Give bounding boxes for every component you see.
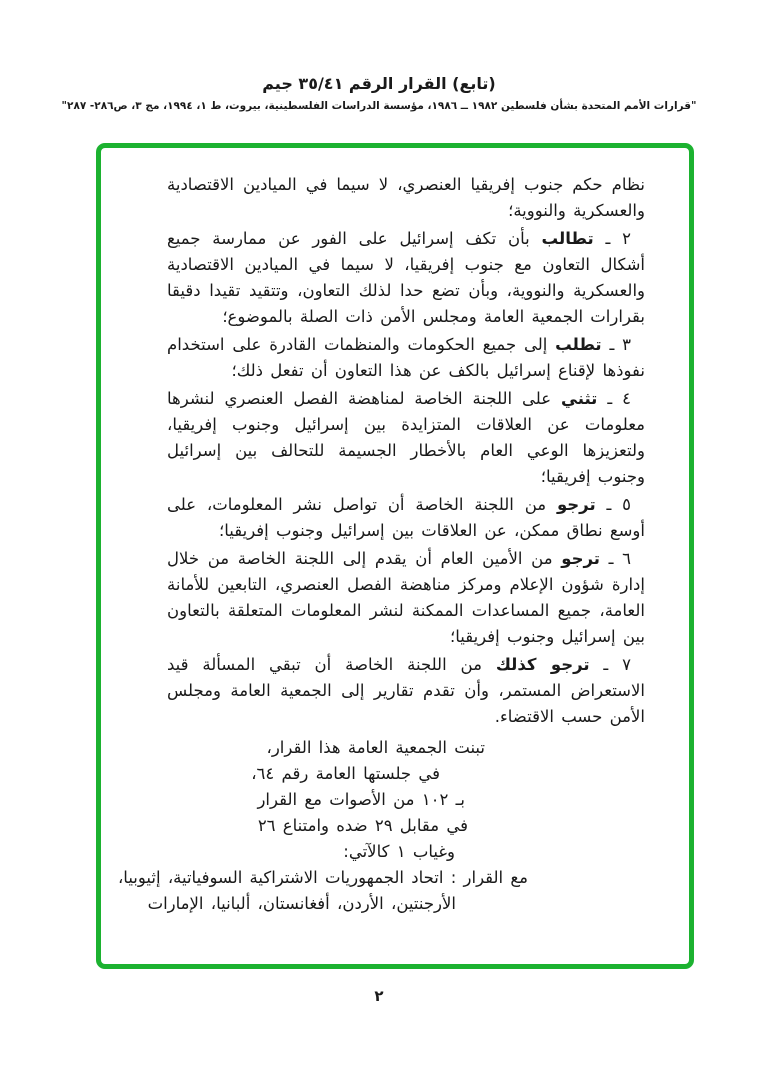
adoption-note	[167, 735, 645, 865]
body-paragraph: ٢ ـ تطالب بأن تكف إسرائيل على الفور عن ممارسة جميع أشكال التعاون مع جنوب إفريقيا، لا سيما في الميادين الاقتصادية والعسكرية والنووية، وبأن تضع حدا لذلك التعاون، وتتقيد تقيدا دقيقا بقرارات الجمعية العامة ومجلس الأمن ذات الصلة بالموضوع؛	[167, 229, 645, 326]
paragraph-lead: تطالب	[541, 229, 594, 248]
adoption-line: وغياب ١ كالآتي:	[343, 842, 455, 861]
vote-result	[117, 865, 645, 917]
vote-result-line: الأرجنتين، الأردن، أفغانستان، ألبانيا، الإمارات	[147, 894, 456, 913]
source-citation: "قرارات الأمم المتحدة بشأن فلسطين ١٩٨٢ ــ ١٩٨٦، مؤسسة الدراسات الفلسطينية، بيروت، ط ١، ١٩٩٤، مج ٣، ص٢٨٦- ٢٨٧"	[61, 100, 697, 112]
adoption-line: تبنت الجمعية العامة هذا القرار،	[266, 738, 485, 757]
document-title: (تابع) القرار الرقم ٣٥/٤١ جيم	[262, 74, 496, 93]
adoption-line: في مقابل ٢٩ ضده وامتناع ٢٦	[257, 816, 468, 835]
resolution-paragraphs	[167, 172, 645, 730]
body-paragraph: ٦ ـ ترجو من الأمين العام أن يقدم إلى اللجنة الخاصة من خلال إدارة شؤون الإعلام ومركز مناهضة الفصل العنصري، التابعين للأمانة العامة، جميع المساعدات الممكنة لنشر المعلومات المتعلقة بالتعاون بين إسرائيل وجنوب إفريقيا؛	[167, 549, 645, 646]
body-paragraph: نظام حكم جنوب إفريقيا العنصري، لا سيما في الميادين الاقتصادية والعسكرية والنووية؛	[167, 175, 645, 220]
paragraph-number: ٤ ـ	[597, 389, 631, 408]
paragraph-lead: ترجو كذلك	[495, 655, 590, 674]
paragraph-number: ٢ ـ	[593, 229, 631, 248]
body-paragraph: ٥ ـ ترجو من اللجنة الخاصة أن تواصل نشر المعلومات، على أوسع نطاق ممكن، عن العلاقات بين إسرائيل وجنوب إفريقيا؛	[167, 495, 645, 540]
body-paragraph: ٧ ـ ترجو كذلك من اللجنة الخاصة أن تبقي المسألة قيد الاستعراض المستمر، وأن تقدم تقارير إلى الجمعية العامة ومجلس الأمن حسب الاقتضاء.	[167, 655, 645, 726]
body-paragraph: ٤ ـ تثني على اللجنة الخاصة لمناهضة الفصل العنصري لنشرها معلومات عن العلاقات المتزايدة بين إسرائيل وجنوب إفريقيا، ولتعزيزها الوعي العام بالأخطار الجسيمة للتحالف بين إسرائيل وجنوب إفريقيا؛	[167, 389, 645, 486]
page-number: ٢	[374, 987, 384, 1005]
adoption-line: بـ ١٠٢ من الأصوات مع القرار	[257, 790, 465, 809]
body-paragraph: ٣ ـ تطلب إلى جميع الحكومات والمنظمات القادرة على استخدام نفوذها لإقناع إسرائيل بالكف عن هذا التعاون أن تفعل ذلك؛	[167, 335, 645, 380]
resolution-text	[101, 148, 689, 917]
paragraph-lead: تثني	[561, 389, 598, 408]
paragraph-number: ٦ ـ	[599, 549, 631, 568]
paragraph-number: ٣ ـ	[601, 335, 631, 354]
paragraph-number: ٥ ـ	[595, 495, 632, 514]
paragraph-number: ٧ ـ	[589, 655, 631, 674]
paragraph-lead: ترجو	[561, 549, 600, 568]
adoption-line: في جلستها العامة رقم ٦٤،	[251, 764, 440, 783]
page-footer	[0, 986, 758, 1005]
paragraph-lead: تطلب	[555, 335, 602, 354]
content-frame	[96, 143, 694, 969]
document-header	[0, 74, 758, 112]
paragraph-lead: ترجو	[556, 495, 596, 514]
vote-result-line: مع القرار : اتحاد الجمهوريات الاشتراكية السوفياتية، إثيوبيا،	[117, 868, 528, 887]
